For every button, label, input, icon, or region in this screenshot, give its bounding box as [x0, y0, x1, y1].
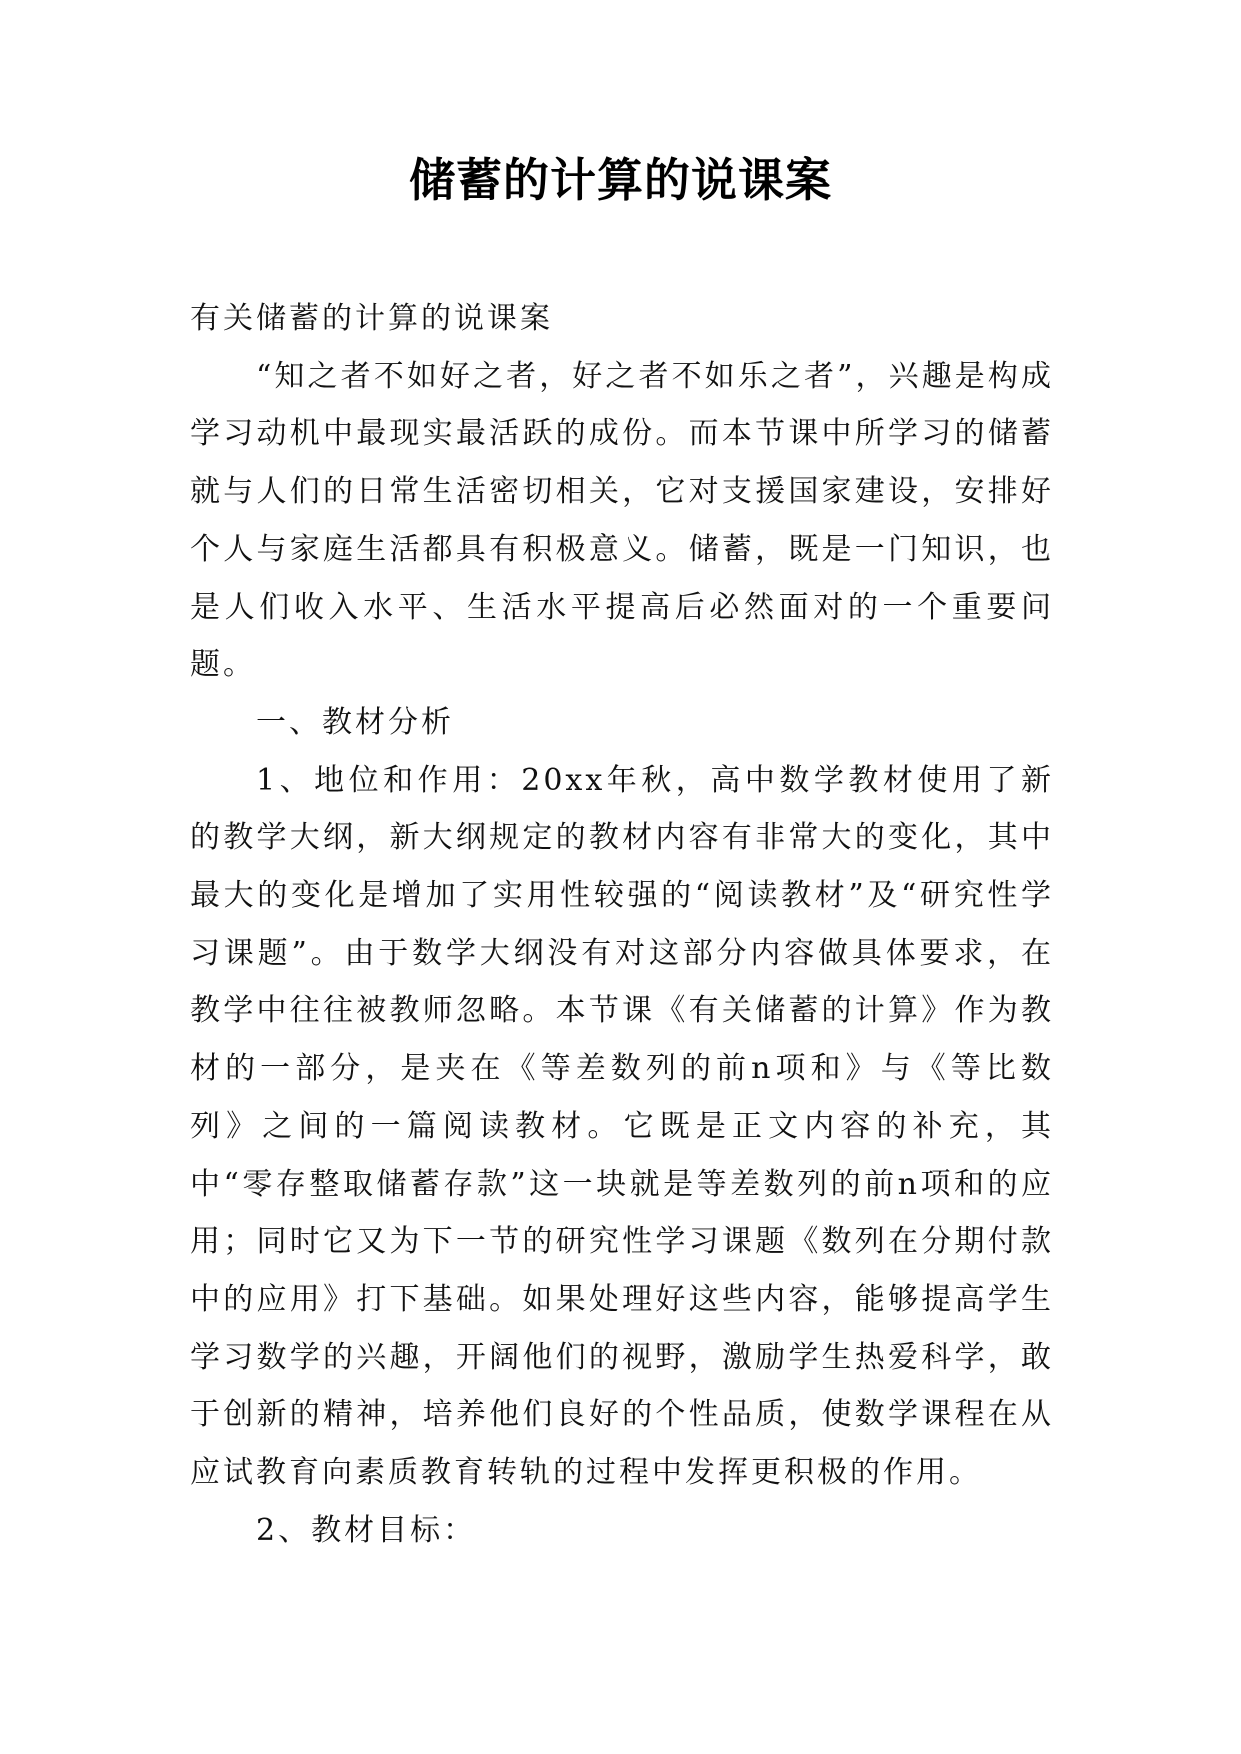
intro-paragraph: “知之者不如好之者，好之者不如乐之者”，兴趣是构成学习动机中最现实最活跃的成份。而本节课中所学习的储蓄就与人们的日常生活密切相关，它对支援国家建设，安排好个人与家庭生活都具有积极意义。储蓄，既是一门知识，也是人们收入水平、生活水平提高后必然面对的一个重要问题。: [190, 358, 1054, 683]
subtitle-paragraph: 有关储蓄的计算的说课案: [190, 301, 553, 336]
objectives-heading: 2、教材目标：: [256, 1512, 477, 1548]
document-title: 储蓄的计算的说课案: [409, 153, 832, 207]
position-role-paragraph: 1、地位和作用：20xx年秋，高中数学教材使用了新的教学大纲，新大纲规定的教材内容有非常大的变化，其中最大的变化是增加了实用性较强的“阅读教材”及“研究性学习课题”。由于数学大纲没有对这部分内容做具体要求，在教学中往往被教师忽略。本节课《有关储蓄的计算》作为教材的一部分，是夹在《等差数列的前n项和》与《等比数列》之间的一篇阅读教材。它既是正文内容的补充，其中“零存整取储蓄存款”这一块就是等差数列的前n项和的应用；同时它又为下一节的研究性学习课题《数列在分期付款中的应用》打下基础。如果处理好这些内容，能够提高学生学习数学的兴趣，开阔他们的视野，激励学生热爱科学，敢于创新的精神，培养他们良好的个性品质，使数学课程在从应试教育向素质教育转轨的过程中发挥更积极的作用。: [190, 762, 1054, 1491]
document-body: [190, 290, 1054, 1559]
section-heading: 一、教材分析: [256, 704, 454, 740]
